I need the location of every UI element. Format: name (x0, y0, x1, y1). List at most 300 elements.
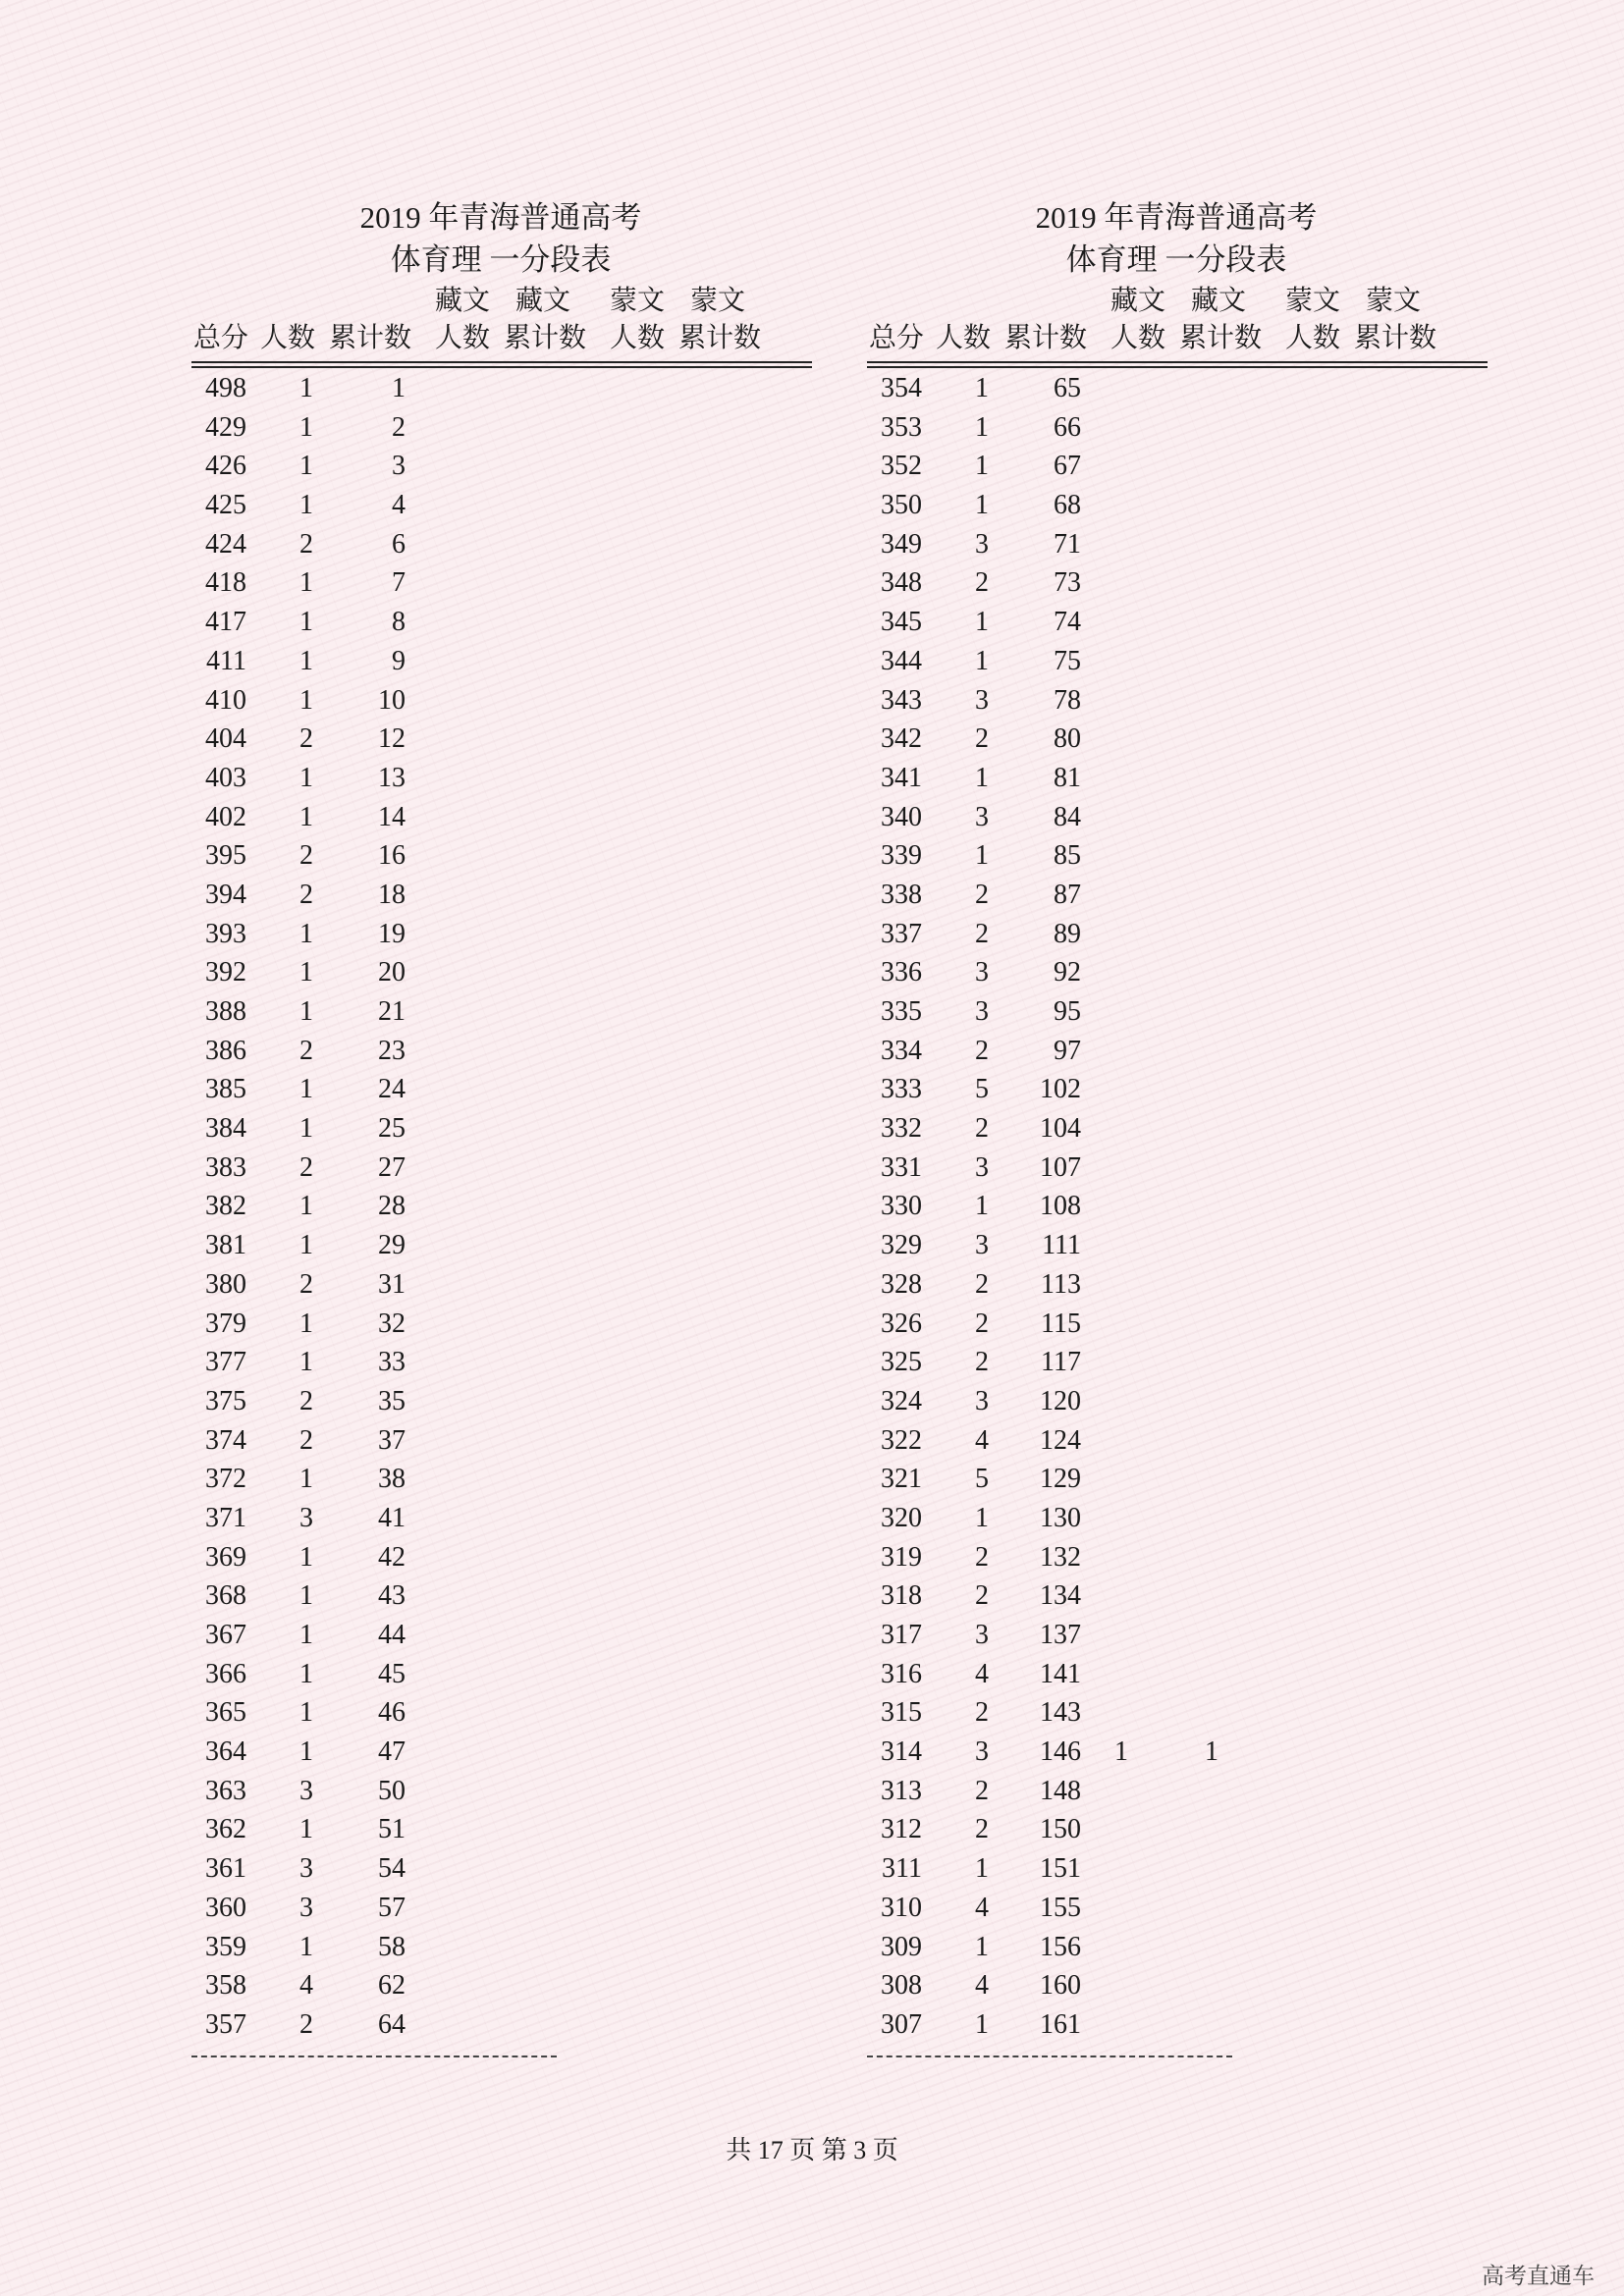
cell-total-score: 317 (881, 1620, 922, 1650)
cell-count: 3 (975, 801, 989, 832)
table-row (191, 1072, 812, 1111)
cell-total-score: 411 (206, 645, 246, 676)
cell-cumulative: 150 (1040, 1814, 1081, 1845)
table-row (867, 1774, 1488, 1813)
cell-cumulative: 43 (378, 1580, 406, 1612)
cell-count: 1 (975, 373, 989, 403)
cell-total-score: 338 (881, 879, 922, 910)
cell-count: 1 (299, 607, 313, 638)
cell-count: 1 (299, 1074, 313, 1105)
cell-total-score: 311 (882, 1853, 922, 1885)
cell-cumulative: 25 (378, 1113, 406, 1145)
cell-cumulative: 65 (1054, 373, 1081, 403)
cell-total-score: 332 (881, 1113, 922, 1145)
table-row (191, 1462, 812, 1501)
cell-total-score: 380 (205, 1268, 246, 1300)
cell-cumulative: 41 (378, 1502, 406, 1533)
header-tibetan-cumulative: 累计数 (504, 323, 587, 353)
cell-count: 2 (975, 723, 989, 755)
cell-total-score: 318 (881, 1580, 922, 1612)
cell-cumulative: 74 (1054, 607, 1081, 638)
cell-total-score: 359 (205, 1931, 246, 1962)
cell-total-score: 335 (881, 996, 922, 1027)
cell-count: 1 (975, 411, 989, 443)
cell-count: 1 (299, 1697, 313, 1729)
cell-total-score: 316 (881, 1658, 922, 1689)
cell-count: 4 (299, 1970, 313, 2002)
cell-count: 1 (975, 645, 989, 676)
cell-count: 3 (299, 1853, 313, 1885)
cell-cumulative: 81 (1054, 762, 1081, 793)
cell-cumulative: 113 (1041, 1268, 1081, 1300)
table-subtitle: 体育理 一分段表 (390, 242, 612, 277)
cell-cumulative: 13 (378, 762, 406, 793)
cell-total-score: 368 (205, 1580, 246, 1612)
table-row (867, 917, 1488, 956)
table-row (867, 761, 1488, 800)
cell-total-score: 362 (205, 1814, 246, 1845)
cell-cumulative: 28 (378, 1191, 406, 1222)
cell-cumulative: 29 (378, 1230, 406, 1261)
cell-cumulative: 117 (1041, 1347, 1081, 1378)
header-mongolian-cumulative: 累计数 (1354, 323, 1437, 353)
cell-cumulative: 62 (378, 1970, 406, 2002)
table-row (867, 605, 1488, 644)
cell-total-score: 366 (205, 1658, 246, 1689)
cell-cumulative: 20 (378, 957, 406, 988)
cell-count: 2 (299, 1151, 313, 1183)
cell-cumulative: 115 (1041, 1308, 1081, 1339)
cell-count: 1 (975, 840, 989, 872)
table-row (867, 1307, 1488, 1346)
cell-total-score: 339 (881, 840, 922, 872)
dashed-separator (867, 2056, 1232, 2057)
cell-count: 3 (299, 1775, 313, 1806)
cell-total-score: 386 (205, 1035, 246, 1066)
header-tibetan-cum-group: 藏文 (515, 286, 571, 316)
cell-total-score: 360 (205, 1892, 246, 1923)
table-row (867, 449, 1488, 488)
cell-count: 5 (975, 1074, 989, 1105)
cell-cumulative: 16 (378, 840, 406, 872)
cell-count: 1 (975, 1502, 989, 1533)
dashed-separator (191, 2056, 557, 2057)
cell-count: 3 (975, 528, 989, 560)
cell-total-score: 348 (881, 567, 922, 599)
cell-total-score: 357 (205, 2008, 246, 2040)
cell-cumulative: 130 (1040, 1502, 1081, 1533)
table-row (867, 994, 1488, 1034)
cell-cumulative: 67 (1054, 451, 1081, 482)
cell-total-score: 354 (881, 373, 922, 403)
cell-count: 2 (975, 1580, 989, 1612)
table-row (191, 1267, 812, 1307)
cell-total-score: 310 (881, 1892, 922, 1923)
cell-count: 3 (975, 1230, 989, 1261)
header-rule (191, 366, 812, 368)
cell-cumulative: 1 (392, 373, 406, 403)
cell-cumulative: 21 (378, 996, 406, 1027)
cell-cumulative: 47 (378, 1736, 406, 1768)
header-mongolian-cum-group: 蒙文 (1366, 286, 1422, 316)
table-row (191, 1774, 812, 1813)
cell-count: 1 (299, 996, 313, 1027)
table-subtitle: 体育理 一分段表 (1065, 242, 1287, 277)
cell-cumulative: 108 (1040, 1191, 1081, 1222)
cell-cumulative: 161 (1040, 2008, 1081, 2040)
cell-total-score: 375 (205, 1385, 246, 1416)
cell-total-score: 358 (205, 1970, 246, 2002)
cell-total-score: 382 (205, 1191, 246, 1222)
cell-cumulative: 78 (1054, 684, 1081, 716)
table-row (191, 2007, 812, 2047)
cell-total-score: 341 (881, 762, 922, 793)
cell-count: 1 (299, 762, 313, 793)
cell-cumulative: 6 (392, 528, 406, 560)
cell-cumulative: 80 (1054, 723, 1081, 755)
cell-count: 2 (299, 1424, 313, 1456)
cell-total-score: 344 (881, 645, 922, 676)
table-row (191, 644, 812, 683)
table-row (191, 1891, 812, 1930)
table-row (191, 1423, 812, 1463)
cell-count: 2 (299, 879, 313, 910)
cell-count: 1 (299, 645, 313, 676)
cell-cumulative: 57 (378, 1892, 406, 1923)
cell-count: 1 (975, 1191, 989, 1222)
header-cumulative: 累计数 (329, 323, 412, 353)
cell-total-score: 326 (881, 1308, 922, 1339)
cell-cumulative: 146 (1040, 1736, 1081, 1768)
cell-total-score: 334 (881, 1035, 922, 1066)
cell-total-score: 349 (881, 528, 922, 560)
table-row (191, 1384, 812, 1423)
cell-count: 3 (975, 957, 989, 988)
page-footer: 共 17 页 第 3 页 (726, 2136, 898, 2164)
table-row (191, 1345, 812, 1384)
table-row (867, 1812, 1488, 1851)
cell-total-score: 425 (205, 490, 246, 521)
cell-count: 3 (975, 1620, 989, 1650)
cell-total-score: 345 (881, 607, 922, 638)
cell-cumulative: 27 (378, 1151, 406, 1183)
cell-total-score: 379 (205, 1308, 246, 1339)
table-title: 2019 年青海普通高考 (1035, 200, 1318, 235)
table-row (191, 565, 812, 605)
cell-cumulative: 102 (1040, 1074, 1081, 1105)
cell-cumulative: 32 (378, 1308, 406, 1339)
cell-total-score: 308 (881, 1970, 922, 2002)
cell-total-score: 325 (881, 1347, 922, 1378)
cell-cumulative: 104 (1040, 1113, 1081, 1145)
cell-count: 2 (975, 918, 989, 949)
cell-total-score: 343 (881, 684, 922, 716)
cell-total-score: 329 (881, 1230, 922, 1261)
table-row (867, 1267, 1488, 1307)
cell-total-score: 388 (205, 996, 246, 1027)
cell-count: 1 (299, 1620, 313, 1650)
cell-total-score: 307 (881, 2008, 922, 2040)
cell-count: 4 (975, 1892, 989, 1923)
cell-count: 1 (299, 1464, 313, 1495)
cell-count: 2 (299, 1268, 313, 1300)
header-tibetan-cum-group: 藏文 (1191, 286, 1247, 316)
header-mongolian-count-group: 蒙文 (610, 286, 666, 316)
cell-total-score: 395 (205, 840, 246, 872)
cell-total-score: 381 (205, 1230, 246, 1261)
table-row (867, 683, 1488, 722)
cell-total-score: 394 (205, 879, 246, 910)
header-mongolian-count-group: 蒙文 (1285, 286, 1341, 316)
table-row (867, 1189, 1488, 1228)
cell-cumulative: 37 (378, 1424, 406, 1456)
cell-count: 4 (975, 1658, 989, 1689)
cell-cumulative: 14 (378, 801, 406, 832)
table-row (191, 1189, 812, 1228)
header-rule (867, 366, 1488, 368)
cell-cumulative: 54 (378, 1853, 406, 1885)
cell-cumulative: 2 (392, 411, 406, 443)
cell-total-score: 426 (205, 451, 246, 482)
cell-count: 3 (299, 1892, 313, 1923)
table-row (191, 1735, 812, 1774)
table-row (867, 1540, 1488, 1579)
cell-total-score: 367 (205, 1620, 246, 1650)
table-row (191, 878, 812, 917)
cell-cumulative: 151 (1040, 1853, 1081, 1885)
cell-count: 2 (975, 1814, 989, 1845)
cell-cumulative: 58 (378, 1931, 406, 1962)
header-rule (191, 361, 812, 363)
cell-count: 1 (975, 607, 989, 638)
cell-count: 2 (299, 528, 313, 560)
cell-cumulative: 92 (1054, 957, 1081, 988)
cell-cumulative: 9 (392, 645, 406, 676)
cell-total-score: 312 (881, 1814, 922, 1845)
cell-total-score: 410 (205, 684, 246, 716)
cell-count: 2 (299, 1385, 313, 1416)
cell-cumulative: 66 (1054, 411, 1081, 443)
header-cumulative: 累计数 (1004, 323, 1088, 353)
cell-cumulative: 4 (392, 490, 406, 521)
cell-cumulative: 50 (378, 1775, 406, 1806)
cell-total-score: 328 (881, 1268, 922, 1300)
table-row (191, 410, 812, 450)
cell-cumulative: 35 (378, 1385, 406, 1416)
table-row (191, 761, 812, 800)
cell-total-score: 361 (205, 1853, 246, 1885)
cell-cumulative: 24 (378, 1074, 406, 1105)
cell-count: 1 (299, 373, 313, 403)
cell-total-score: 365 (205, 1697, 246, 1729)
cell-total-score: 324 (881, 1385, 922, 1416)
cell-cumulative: 7 (392, 567, 406, 599)
cell-cumulative: 73 (1054, 567, 1081, 599)
cell-cumulative: 134 (1040, 1580, 1081, 1612)
cell-cumulative: 160 (1040, 1970, 1081, 2002)
cell-total-score: 403 (205, 762, 246, 793)
table-row (867, 1462, 1488, 1501)
right-score-table (867, 0, 1495, 2160)
cell-count: 1 (299, 451, 313, 482)
cell-total-score: 313 (881, 1775, 922, 1806)
table-row (867, 644, 1488, 683)
cell-cumulative: 129 (1040, 1464, 1081, 1495)
cell-count: 2 (975, 1308, 989, 1339)
cell-total-score: 364 (205, 1736, 246, 1768)
cell-count: 3 (975, 996, 989, 1027)
cell-total-score: 322 (881, 1424, 922, 1456)
cell-total-score: 377 (205, 1347, 246, 1378)
table-row (867, 1618, 1488, 1657)
table-row (191, 1812, 812, 1851)
table-row (867, 955, 1488, 994)
table-row (191, 1540, 812, 1579)
cell-count: 1 (299, 1814, 313, 1845)
table-row (867, 800, 1488, 839)
cell-cumulative: 84 (1054, 801, 1081, 832)
cell-count: 1 (299, 1113, 313, 1145)
table-row (867, 838, 1488, 878)
table-row (867, 1150, 1488, 1190)
cell-count: 1 (299, 1230, 313, 1261)
table-row (191, 605, 812, 644)
cell-cumulative: 10 (378, 684, 406, 716)
table-row (867, 1968, 1488, 2007)
cell-total-score: 385 (205, 1074, 246, 1105)
cell-cumulative: 23 (378, 1035, 406, 1066)
cell-count: 3 (299, 1502, 313, 1533)
cell-cumulative: 124 (1040, 1424, 1081, 1456)
table-row (191, 838, 812, 878)
table-row (867, 878, 1488, 917)
cell-total-score: 424 (205, 528, 246, 560)
table-row (867, 371, 1488, 410)
cell-count: 1 (975, 762, 989, 793)
cell-count: 1 (299, 1541, 313, 1573)
header-tibetan-count: 人数 (435, 323, 491, 353)
cell-tibetan-count: 1 (1114, 1736, 1128, 1768)
table-row (191, 1618, 812, 1657)
cell-cumulative: 42 (378, 1541, 406, 1573)
table-row (191, 683, 812, 722)
cell-count: 3 (975, 1151, 989, 1183)
cell-total-score: 331 (881, 1151, 922, 1183)
cell-count: 1 (299, 1191, 313, 1222)
header-tibetan-count-group: 藏文 (435, 286, 491, 316)
cell-count: 2 (975, 1347, 989, 1378)
cell-cumulative: 97 (1054, 1035, 1081, 1066)
left-score-table (191, 0, 820, 2160)
cell-cumulative: 18 (378, 879, 406, 910)
cell-cumulative: 87 (1054, 879, 1081, 910)
cell-count: 1 (299, 1308, 313, 1339)
cell-total-score: 353 (881, 411, 922, 443)
cell-cumulative: 107 (1040, 1151, 1081, 1183)
cell-total-score: 321 (881, 1464, 922, 1495)
table-row (191, 955, 812, 994)
table-row (191, 527, 812, 566)
cell-cumulative: 19 (378, 918, 406, 949)
table-row (867, 527, 1488, 566)
table-row (867, 488, 1488, 527)
cell-cumulative: 141 (1040, 1658, 1081, 1689)
cell-tibetan-cumulative: 1 (1205, 1736, 1218, 1768)
table-row (191, 1695, 812, 1735)
cell-cumulative: 156 (1040, 1931, 1081, 1962)
cell-total-score: 333 (881, 1074, 922, 1105)
cell-count: 2 (975, 567, 989, 599)
cell-cumulative: 44 (378, 1620, 406, 1650)
cell-count: 2 (299, 2008, 313, 2040)
cell-total-score: 350 (881, 490, 922, 521)
cell-cumulative: 120 (1040, 1385, 1081, 1416)
header-tibetan-count: 人数 (1110, 323, 1166, 353)
cell-count: 3 (975, 1385, 989, 1416)
cell-count: 2 (975, 1697, 989, 1729)
cell-cumulative: 89 (1054, 918, 1081, 949)
table-row (867, 1384, 1488, 1423)
header-mongolian-cumulative: 累计数 (678, 323, 762, 353)
cell-count: 1 (299, 918, 313, 949)
cell-count: 1 (299, 490, 313, 521)
cell-total-score: 418 (205, 567, 246, 599)
cell-total-score: 309 (881, 1931, 922, 1962)
table-row (191, 1851, 812, 1891)
cell-cumulative: 51 (378, 1814, 406, 1845)
cell-total-score: 336 (881, 957, 922, 988)
cell-count: 1 (975, 451, 989, 482)
table-row (867, 721, 1488, 761)
cell-count: 1 (299, 1736, 313, 1768)
cell-total-score: 330 (881, 1191, 922, 1222)
table-row (191, 1501, 812, 1540)
table-title: 2019 年青海普通高考 (359, 200, 642, 235)
cell-count: 3 (975, 684, 989, 716)
header-tibetan-cumulative: 累计数 (1179, 323, 1263, 353)
cell-total-score: 319 (881, 1541, 922, 1573)
header-tibetan-count-group: 藏文 (1110, 286, 1166, 316)
cell-cumulative: 75 (1054, 645, 1081, 676)
cell-cumulative: 95 (1054, 996, 1081, 1027)
cell-cumulative: 33 (378, 1347, 406, 1378)
cell-total-score: 371 (205, 1502, 246, 1533)
cell-cumulative: 12 (378, 723, 406, 755)
cell-count: 4 (975, 1970, 989, 2002)
cell-count: 2 (299, 840, 313, 872)
table-row (191, 994, 812, 1034)
cell-count: 1 (975, 2008, 989, 2040)
cell-total-score: 384 (205, 1113, 246, 1145)
table-row (867, 1423, 1488, 1463)
cell-total-score: 337 (881, 918, 922, 949)
table-row (867, 565, 1488, 605)
cell-total-score: 393 (205, 918, 246, 949)
cell-cumulative: 71 (1054, 528, 1081, 560)
table-row (867, 1851, 1488, 1891)
cell-count: 1 (975, 490, 989, 521)
header-count: 人数 (260, 323, 316, 353)
cell-cumulative: 132 (1040, 1541, 1081, 1573)
cell-count: 4 (975, 1424, 989, 1456)
cell-count: 2 (975, 879, 989, 910)
table-row (191, 1657, 812, 1696)
cell-count: 2 (299, 1035, 313, 1066)
table-row (867, 410, 1488, 450)
table-body (867, 371, 1488, 2047)
cell-total-score: 404 (205, 723, 246, 755)
cell-total-score: 363 (205, 1775, 246, 1806)
